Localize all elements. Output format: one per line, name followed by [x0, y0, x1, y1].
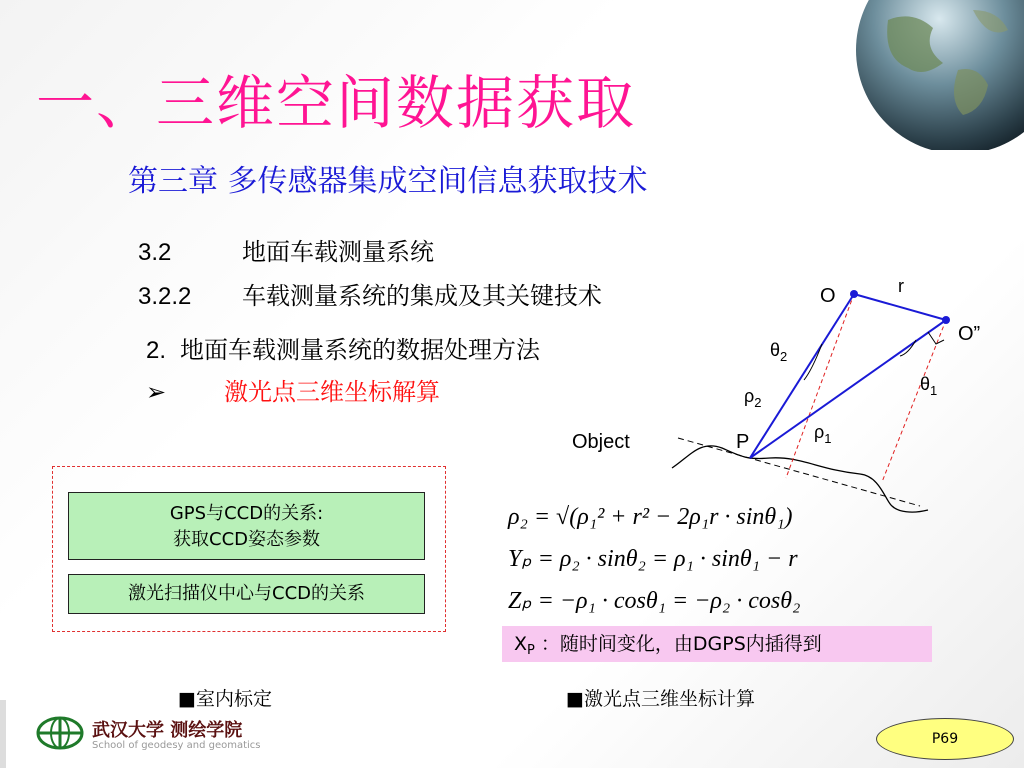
- label-P: P: [736, 431, 750, 453]
- label-theta1: $\theta_1$: [920, 374, 938, 398]
- xp-label: X: [514, 633, 528, 655]
- baseline-r: [854, 294, 946, 320]
- item-number: 2.: [146, 337, 167, 364]
- university-logo-icon: [36, 716, 84, 750]
- school-subtitle: School of geodesy and geomatics: [92, 740, 261, 751]
- point-O: [850, 290, 858, 298]
- arrow-bullet-icon: ➢: [146, 378, 167, 406]
- slide-title: 一、三维空间数据获取: [36, 69, 637, 137]
- section-number: 3.2.2: [138, 283, 192, 310]
- label-object: Object: [572, 431, 630, 453]
- xp-subscript: P: [527, 643, 535, 658]
- gps-ccd-line1: GPS与CCD的关系:: [169, 503, 324, 524]
- school-name: 武汉大学 测绘学院: [92, 720, 243, 741]
- label-rho1: $\rho_1$: [814, 422, 832, 446]
- section-3-2-2: [138, 276, 602, 311]
- globe-image: [848, 0, 1024, 150]
- laser-ccd-box: 激光扫描仪中心与CCD的关系: [68, 574, 425, 614]
- section-title: 车载测量系统的集成及其关键技术: [242, 282, 602, 310]
- xp-text: ：随时间变化，由DGPS内插得到: [534, 633, 822, 655]
- page-number-badge: P69: [876, 718, 1014, 760]
- xp-note: [502, 626, 932, 662]
- caption-indoor-calibration: ■室内标定: [178, 688, 272, 710]
- formula-block: [500, 496, 880, 624]
- chapter-heading: 第三章 多传感器集成空间信息获取技术: [128, 164, 648, 199]
- point-O2: [942, 316, 950, 324]
- item-title: 地面车载测量系统的数据处理方法: [180, 336, 540, 364]
- section-title: 地面车载测量系统: [242, 238, 434, 266]
- gps-ccd-line2: 获取CCD姿态参数: [173, 529, 320, 550]
- gps-ccd-box: [68, 492, 425, 560]
- right-angle-mark: [928, 332, 944, 344]
- label-theta2: $\theta_2$: [770, 340, 788, 364]
- formula-zp: Zₚ = −ρ₁ · cosθ₁ = −ρ₂ · cosθ₂: [508, 588, 801, 614]
- section-number: 3.2: [138, 239, 172, 266]
- bullet-text: 激光点三维坐标解算: [224, 378, 440, 406]
- geometry-diagram: [560, 270, 1000, 530]
- label-O: O: [820, 285, 836, 307]
- label-rho2: $\rho_2$: [744, 386, 762, 410]
- item-2: [146, 330, 540, 365]
- left-edge-bar: [0, 700, 6, 768]
- section-3-2: [138, 232, 434, 267]
- caption-laser-calculation: ■激光点三维坐标计算: [566, 688, 755, 710]
- formula-rho2: ρ₂ = √(ρ₁² + r² − 2ρ₁r · sinθ₁): [508, 504, 793, 530]
- label-r: r: [898, 276, 904, 296]
- label-O2: O”: [958, 323, 981, 345]
- formula-yp: Yₚ = ρ₂ · sinθ₂ = ρ₁ · sinθ₁ − r: [508, 546, 798, 572]
- bullet-laser: [146, 372, 440, 407]
